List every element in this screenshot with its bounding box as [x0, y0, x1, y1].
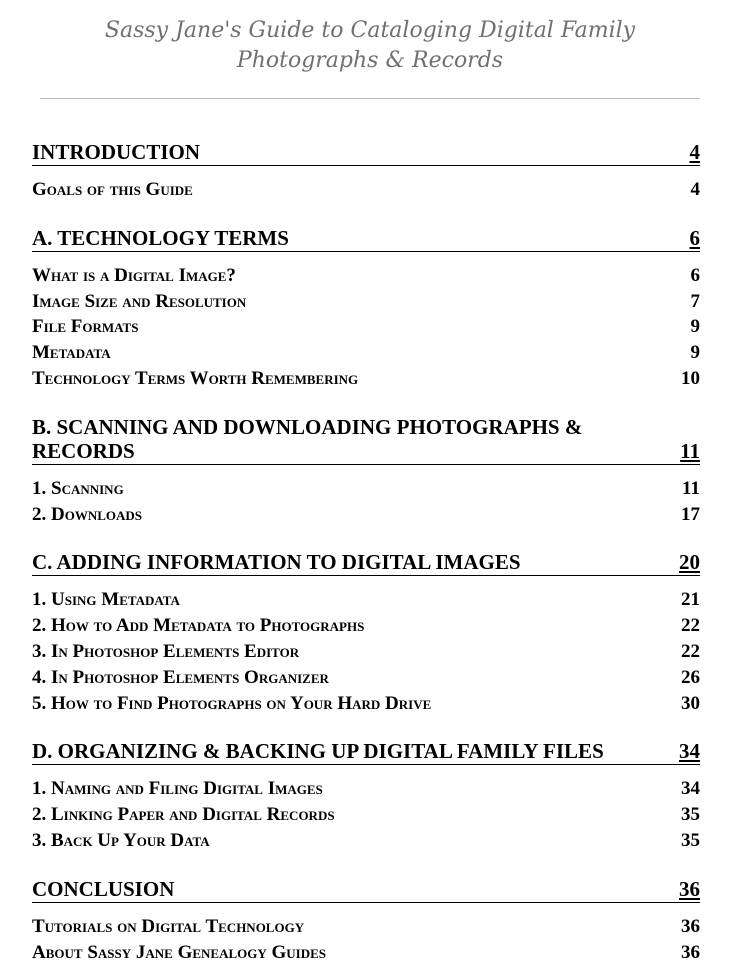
toc-entry-list	[32, 177, 700, 203]
toc-entry-title: Goals of this Guide	[32, 179, 193, 200]
toc-entry-page: 7	[690, 290, 700, 312]
toc-entry-page: 11	[682, 477, 700, 499]
toc-entry[interactable]	[32, 340, 700, 366]
toc-entry[interactable]	[32, 289, 700, 315]
toc-entry-list	[32, 263, 700, 392]
toc-entry[interactable]	[32, 587, 700, 613]
toc-entry-page: 35	[681, 804, 700, 826]
toc-entry[interactable]	[32, 366, 700, 392]
toc-section-page: 36	[679, 876, 700, 901]
toc-entry-title: What is a Digital Image?	[32, 264, 236, 286]
toc-section-page: 4	[689, 140, 700, 164]
toc-entry[interactable]	[32, 940, 700, 966]
toc-section-heading[interactable]	[32, 140, 700, 166]
toc-entry-page: 6	[690, 264, 700, 286]
toc-entry-page: 17	[681, 503, 700, 525]
toc-entry-page: 22	[681, 615, 700, 637]
toc-entry-list	[32, 776, 700, 853]
toc-entry-page: 22	[681, 640, 700, 662]
toc-entry-page: 10	[681, 367, 700, 389]
toc-section-heading[interactable]	[32, 226, 700, 252]
toc-entry[interactable]	[32, 613, 700, 639]
toc-entry-title: 3. In Photoshop Elements Editor	[32, 640, 300, 662]
toc-entry-title: 1. Naming and Filing Digital Images	[32, 778, 323, 800]
toc-section-page: 20	[679, 550, 700, 575]
toc-section-title: INTRODUCTION	[32, 140, 201, 164]
toc-entry-title: Metadata	[32, 342, 111, 364]
toc-entry-title: Image Size and Resolution	[32, 290, 247, 312]
toc-entry[interactable]	[32, 828, 700, 854]
toc-entry-title: About Sassy Jane Genealogy Guides	[32, 941, 327, 963]
toc-section-title: D. ORGANIZING & BACKING UP DIGITAL FAMILY FILES	[32, 739, 604, 764]
toc-section-heading[interactable]	[32, 550, 700, 576]
toc-entry[interactable]	[32, 177, 700, 203]
toc-section-title: C. ADDING INFORMATION TO DIGITAL IMAGES	[32, 550, 521, 575]
toc-entry-title: 2. Downloads	[32, 503, 143, 525]
toc-entry-page: 30	[681, 692, 700, 714]
toc-entry[interactable]	[32, 665, 700, 691]
toc-entry-page: 35	[681, 829, 700, 851]
toc-entry-title: 3. Back Up Your Data	[32, 829, 210, 851]
toc-entry[interactable]	[32, 639, 700, 665]
toc-entry-title: 5. How to Find Photographs on Your Hard Drive	[32, 692, 432, 714]
toc-entry-title: 1. Scanning	[32, 477, 124, 499]
toc-section-heading[interactable]	[32, 877, 700, 903]
toc-section-title: B. SCANNING AND DOWNLOADING PHOTOGRAPHS & RECORDS	[32, 414, 583, 463]
toc-entry-page: 36	[681, 915, 700, 937]
toc-section-page: 11	[680, 438, 700, 463]
toc-entry-page: 26	[681, 666, 700, 688]
toc-entry-title: Technology Terms Worth Remembering	[32, 367, 359, 389]
toc-entry-title: 1. Using Metadata	[32, 589, 180, 611]
toc-entry-page: 4	[690, 179, 700, 200]
toc-entry-list	[32, 914, 700, 966]
toc-entry-list	[32, 476, 700, 528]
page-header-title: Sassy Jane's Guide to Cataloging Digital Family Photographs & Records	[104, 18, 636, 73]
toc-section-title: A. TECHNOLOGY TERMS	[32, 225, 289, 250]
toc-entry[interactable]	[32, 263, 700, 289]
header-divider	[40, 98, 700, 99]
toc-entry-title: 4. In Photoshop Elements Organizer	[32, 666, 329, 688]
toc-section-heading[interactable]	[32, 739, 700, 765]
toc-section-page: 6	[689, 225, 700, 250]
table-of-contents	[32, 140, 700, 965]
toc-entry[interactable]	[32, 502, 700, 528]
toc-entry-page: 34	[681, 778, 700, 800]
toc-entry[interactable]	[32, 691, 700, 717]
toc-entry[interactable]	[32, 476, 700, 502]
toc-entry-page: 21	[681, 589, 700, 611]
toc-entry[interactable]	[32, 314, 700, 340]
toc-entry-title: 2. Linking Paper and Digital Records	[32, 804, 335, 826]
toc-entry-title: 2. How to Add Metadata to Photographs	[32, 615, 365, 637]
toc-entry[interactable]	[32, 914, 700, 940]
toc-entry-page: 9	[690, 316, 700, 338]
toc-section-heading[interactable]	[32, 415, 700, 465]
toc-entry-title: File Formats	[32, 316, 139, 338]
toc-entry-list	[32, 587, 700, 716]
toc-entry-page: 9	[690, 342, 700, 364]
toc-entry-title: Tutorials on Digital Technology	[32, 915, 305, 937]
toc-entry-page: 36	[681, 941, 700, 963]
toc-section-page: 34	[679, 739, 700, 764]
toc-section-title: CONCLUSION	[32, 876, 175, 901]
toc-entry[interactable]	[32, 776, 700, 802]
toc-entry[interactable]	[32, 802, 700, 828]
